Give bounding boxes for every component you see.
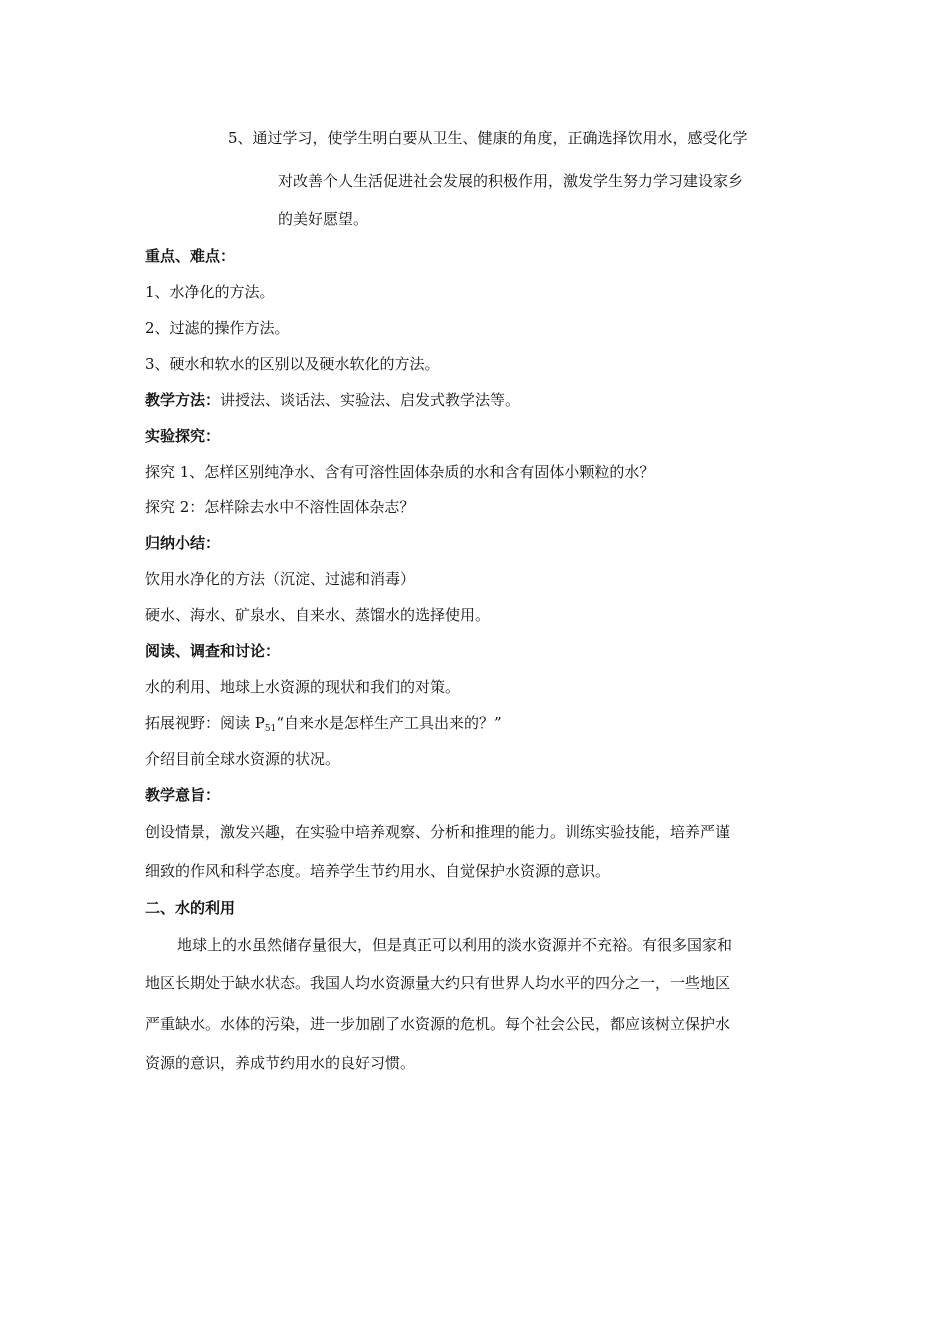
key-point-item: 1、水净化的方法。 bbox=[145, 283, 275, 301]
reading-line-2-prefix: 拓展视野：阅读 P bbox=[145, 714, 265, 732]
objective-5-line-2: 对改善个人生活促进社会发展的积极作用，激发学生努力学习建设家乡 bbox=[278, 172, 744, 190]
reading-heading: 阅读、调查和讨论： bbox=[145, 642, 281, 660]
objective-5-line-1: 5、通过学习，使学生明白要从卫生、健康的角度，正确选择饮用水，感受化学 bbox=[228, 129, 748, 147]
experiment-item: 探究 2：怎样除去水中不溶性固体杂志？ bbox=[145, 498, 415, 516]
experiments-heading: 实验探究： bbox=[145, 427, 221, 445]
key-point-item: 2、过滤的操作方法。 bbox=[145, 319, 290, 337]
section-2-line: 严重缺水。水体的污染，进一步加剧了水资源的危机。每个社会公民，都应该树立保护水 bbox=[145, 1015, 731, 1033]
reading-line-2-suffix: “自来水是怎样生产工具出来的？” bbox=[276, 714, 502, 732]
section-2-line: 地区长期处于缺水状态。我国人均水资源量大约只有世界人均水平的四分之一，一些地区 bbox=[145, 974, 731, 992]
methods-text: 讲授法、谈话法、实验法、启发式教学法等。 bbox=[220, 391, 521, 409]
summary-heading: 归纳小结： bbox=[145, 534, 221, 552]
intent-line-1: 创设情景，激发兴趣，在实验中培养观察、分析和推理的能力。训练实验技能，培养严谨 bbox=[145, 823, 731, 841]
reading-line-2 bbox=[145, 713, 502, 733]
methods-line bbox=[145, 390, 520, 410]
section-2-heading: 二、水的利用 bbox=[145, 899, 236, 917]
experiment-item: 探究 1、怎样区别纯净水、含有可溶性固体杂质的水和含有固体小颗粒的水？ bbox=[145, 463, 655, 481]
key-point-item: 3、硬水和软水的区别以及硬水软化的方法。 bbox=[145, 355, 440, 373]
reading-line-1: 水的利用、地球上水资源的现状和我们的对策。 bbox=[145, 678, 461, 696]
section-2-line: 资源的意识，养成节约用水的良好习惯。 bbox=[145, 1054, 416, 1072]
summary-item: 硬水、海水、矿泉水、自来水、蒸馏水的选择使用。 bbox=[145, 606, 491, 624]
summary-item: 饮用水净化的方法（沉淀、过滤和消毒） bbox=[145, 570, 416, 588]
methods-heading: 教学方法： bbox=[145, 391, 221, 409]
reading-line-3: 介绍目前全球水资源的状况。 bbox=[145, 750, 341, 768]
key-points-heading: 重点、难点： bbox=[145, 247, 236, 265]
reading-page-subscript: 51 bbox=[264, 724, 277, 734]
objective-5-line-3: 的美好愿望。 bbox=[278, 210, 369, 228]
intent-heading: 教学意旨： bbox=[145, 786, 221, 804]
section-2-line: 地球上的水虽然储存量很大，但是真正可以利用的淡水资源并不充裕。有很多国家和 bbox=[177, 936, 733, 954]
intent-line-2: 细致的作风和科学态度。培养学生节约用水、自觉保护水资源的意识。 bbox=[145, 862, 611, 880]
